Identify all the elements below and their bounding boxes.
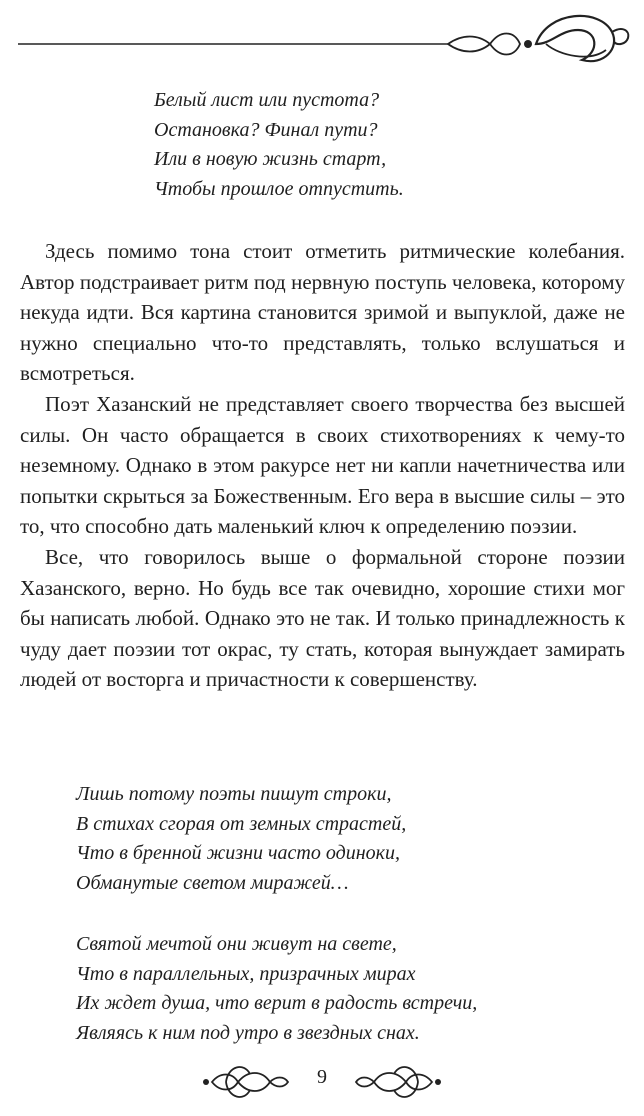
verse-line: Лишь потому поэты пишут строки,: [76, 783, 392, 805]
verse-line: Что в параллельных, призрачных мирах: [76, 962, 416, 985]
paragraph: Все, что говорилось выше о формальной стороне поэзии Хазанского, верно. Но будь все так очевидно, хорошие стихи мог бы написать любой. Однако это не так. И только принадлежность к чуду дает поэзии тот окрас, ту стать, которая вынуждает замирать людей от восторга и причастности к совершенству.: [20, 544, 625, 692]
verse-line: Святой мечтой они живут на свете,: [76, 933, 397, 955]
page-number: 9: [317, 1066, 327, 1088]
header-ornament: [0, 0, 644, 70]
verse-line: Их ждет душа, что верит в радость встречи,: [76, 992, 478, 1014]
paragraph: Здесь помимо тона стоит отметить ритмические колебания. Автор подстраивает ритм под нервную поступь человека, которому некуда идти. Вся картина становится зримой и выпуклой, даже не нужно специально что-то представлять, только вслушаться и всмотреться.: [20, 239, 625, 386]
verse-line: Или в новую жизнь старт,: [154, 148, 387, 170]
verse-stanza-3: [76, 930, 477, 1048]
verse-line: В стихах сгорая от земных страстей,: [76, 812, 407, 835]
paragraph: Поэт Хазанский не представляет своего творчества без высшей силы. Он часто обращается в своих стихотворениях к чему-то неземному. Однако в этом ракурсе нет ни капли начетничества или попытки скрыться за Божественным. Его вера в высшие силы – это то, что способно дать маленький ключ к определению поэзии.: [20, 391, 625, 539]
verse-stanza-2: [76, 780, 406, 898]
verse-line: Обманутые светом миражей…: [76, 871, 349, 894]
verse-line: Белый лист или пустота?: [154, 89, 380, 111]
verse-stanza-1: [154, 86, 404, 204]
verse-line: Что в бренной жизни часто одиноки,: [76, 842, 401, 864]
verse-line: Остановка? Финал пути?: [154, 118, 378, 141]
prose-body: [20, 236, 625, 695]
verse-line: Чтобы прошлое отпустить.: [154, 177, 404, 200]
verse-line: Являясь к ним под утро в звездных снах.: [76, 1021, 420, 1044]
